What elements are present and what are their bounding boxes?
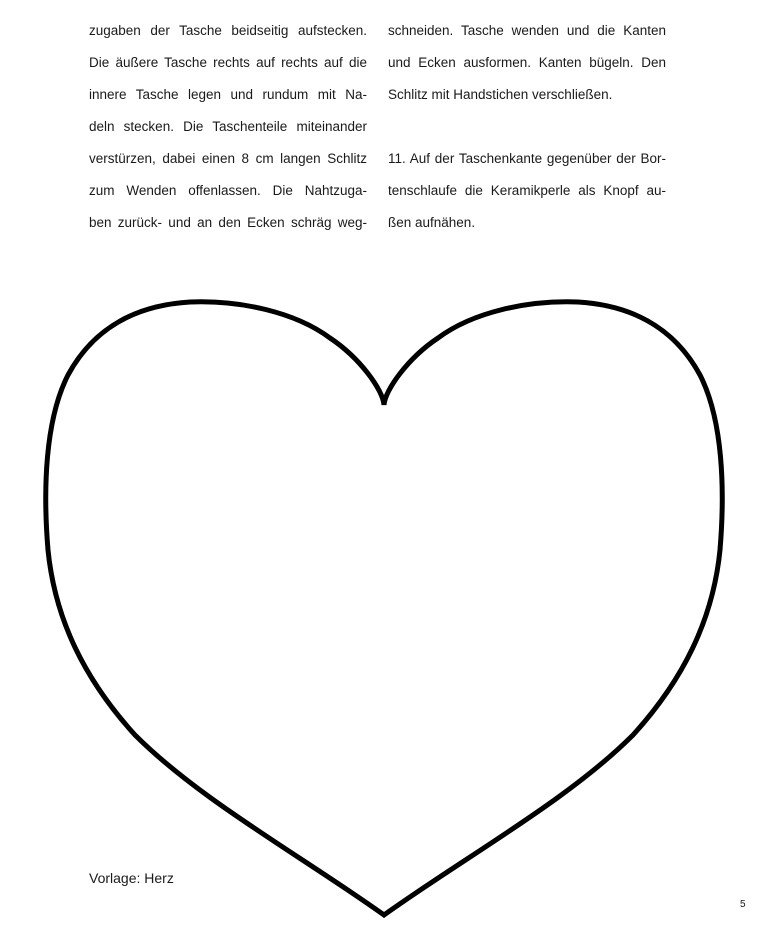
text-line: innere Tasche legen und rundum mit Na- — [89, 87, 367, 102]
text-line: verstürzen, dabei einen 8 cm langen Schlitz — [89, 151, 367, 166]
heart-outline-path — [46, 302, 722, 915]
text-line: Die äußere Tasche rechts auf rechts auf die — [89, 55, 367, 70]
text-line: Schlitz mit Handstichen verschließen. — [388, 87, 613, 102]
template-caption: Vorlage: Herz — [89, 870, 174, 886]
text-line: ben zurück- und an den Ecken schräg weg- — [89, 215, 367, 230]
text-line: und Ecken ausformen. Kanten bügeln. Den — [388, 55, 666, 70]
text-line: ßen aufnähen. — [388, 215, 476, 230]
text-line: zum Wenden offenlassen. Die Nahtzuga- — [89, 183, 367, 198]
page-number: 5 — [740, 899, 746, 910]
text-line: zugaben der Tasche beidseitig aufstecken. — [89, 23, 367, 38]
text-line: tenschlaufe die Keramikperle als Knopf au- — [388, 183, 666, 198]
text-line: 11. Auf der Taschenkante gegenüber der Bor- — [388, 151, 666, 166]
text-line: schneiden. Tasche wenden und die Kanten — [388, 23, 666, 38]
text-line: deln stecken. Die Taschenteile miteinander — [89, 119, 367, 134]
